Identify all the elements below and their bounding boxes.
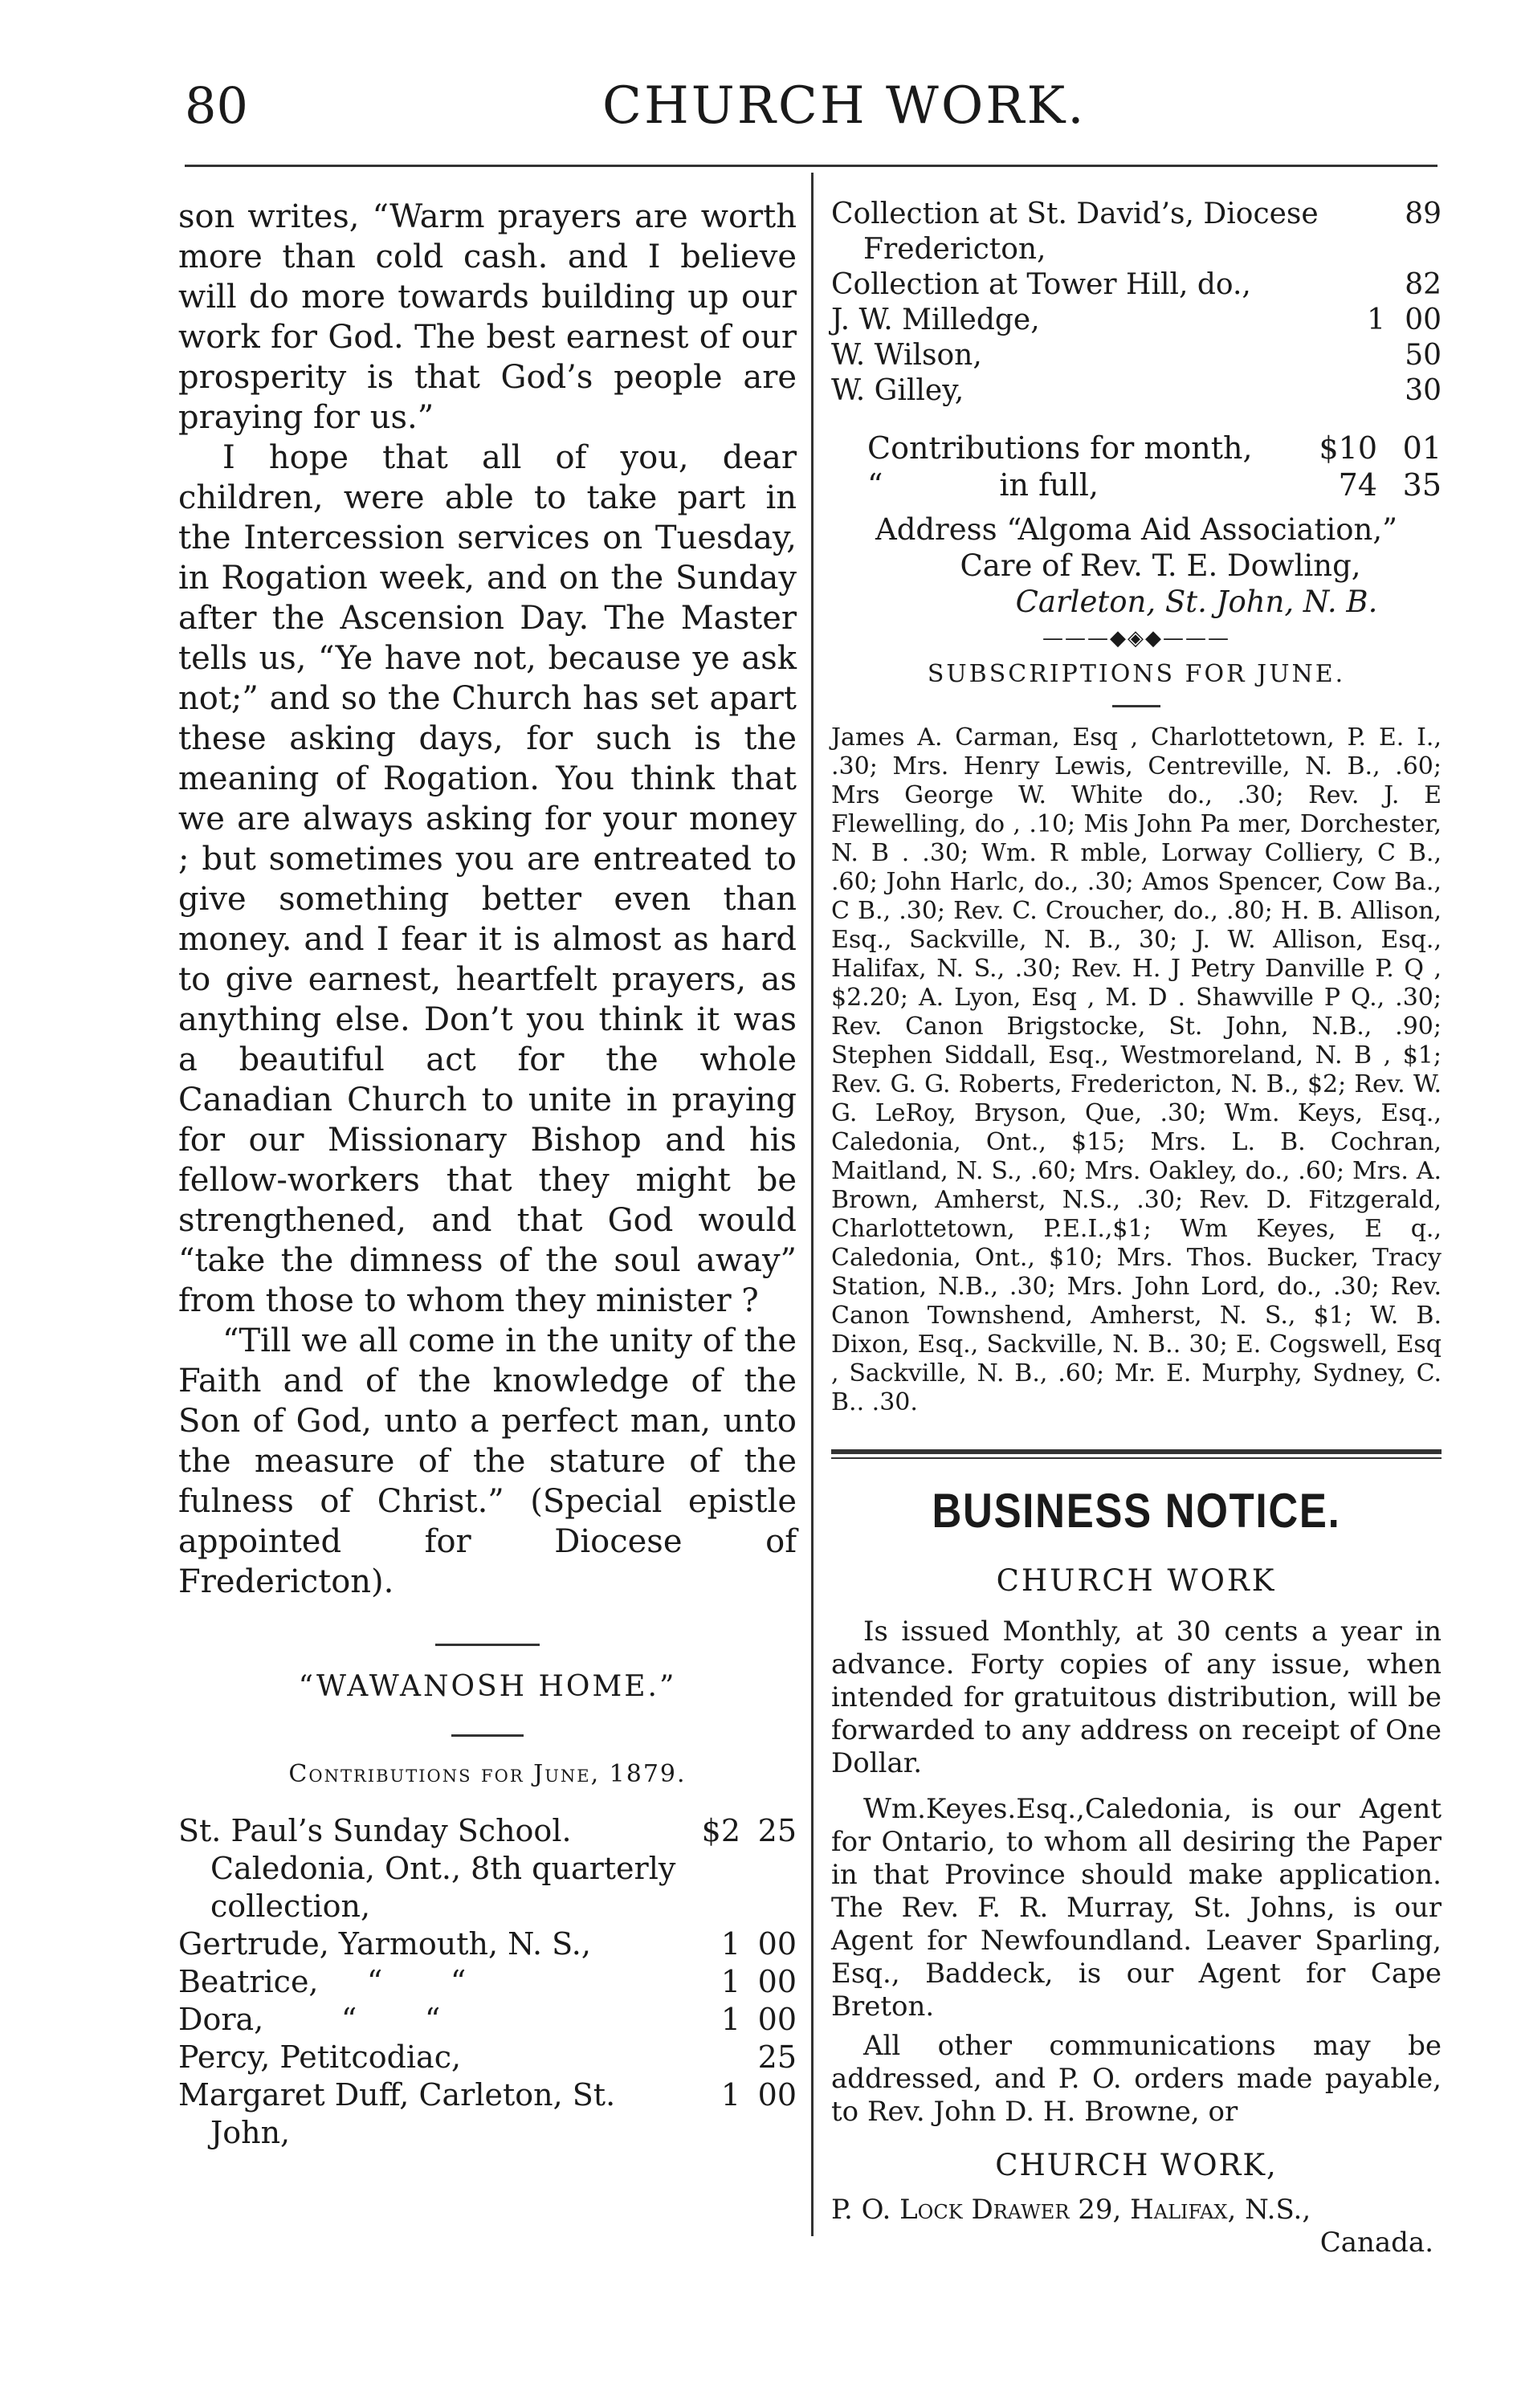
subscriptions-text: James A. Carman, Esq , Charlottetown, P. E. I., .30; Mrs. Henry Lewis, Centreville, N. B., .60; Mrs George W. White do., .30; Rev. J. E Flewelling, do , .10; Mis John Pa mer, Dorchester, N. B . .30; Wm. R mble, Lorway Colliery, C B., .60; John Harlc, do., .30; Amos Spencer, Cow Ba., C B., .30; Rev. C. Croucher, do., .80; H. B. Allison, Esq., Sackville, N. B., 30; J. W. Allison, Esq., Halifax, N. S., .30; Rev. H. J Petry Danville P. Q , $2.20; A. Lyon, Esq , M. D . Shawville P Q., .30; Rev. Canon Brigstocke, St. John, N.B., .90; Stephen Siddall, Esq., Westmoreland, N. B , $1; Rev. G. G. Roberts, Fredericton, N. B., $2; Rev. W. G. LeRoy, Bryson, Que, .30; Wm. Keys, Esq., Caledonia, Ont., $15; Mrs. L. B. Cochran, Maitland, N. S., .60; Mrs. Oakley, do., .60; Mrs. A. Brown, Amherst, N.S., .30; Rev. D. Fitzgerald, Charlottetown, P.E.I.,$1; Wm Keyes, E q., Caledonia, Ont., $10; Mrs. Thos. Bucker, Tracy Station, N.B., .30; Mrs. John Lord, do., .30; Rev. Canon Townshend, Amherst, N. S., $1; W. B. Dixon, Esq., Sackville, N. B.. 30; E. Cogswell, Esq , Sackville, N. B., .60; Mr. E. Murphy, Sydney, C. B.. .30. (831, 723, 1442, 1416)
contributor-name: W. Wilson, (831, 339, 982, 372)
paragraph-3: “Till we all come in the unity of the Faith and of the knowledge of the Son of God, unto a perfect man, unto the measure of the stature of the fulness of Christ.” (Special epistle appointed for Diocese of Fredericton). (178, 1322, 797, 1600)
paragraph-1: son writes, “Warm prayers are worth more than cold cash. and I believe will do more towards building up our work for God. The best earnest of our prosperity is that God’s people are praying for us.” (178, 198, 797, 436)
list-item (831, 373, 1442, 409)
thin-rule (831, 1457, 1442, 1459)
cents: 25 (757, 1813, 797, 1848)
cents: 89 (1405, 198, 1442, 230)
contributor-name: Collection at Tower Hill, do., (831, 268, 1251, 301)
thick-rule (831, 1449, 1442, 1454)
contributor-name: Collection at St. David’s, Diocese Fredericton, (831, 198, 1319, 266)
collections-list (831, 197, 1442, 409)
running-title: CHURCH WORK. (602, 76, 1087, 136)
total-full (831, 467, 1442, 503)
page-number: 80 (185, 76, 248, 135)
contributions-list (178, 1812, 797, 2152)
cents: 01 (1402, 430, 1442, 466)
contributor-name: St. Paul’s Sunday School. Caledonia, Ont., 8th quarterly collection, (178, 1813, 676, 1924)
contributor-name: Dora, “ “ (178, 2002, 441, 2037)
contributor-name: Margaret Duff, Carleton, St. John, (178, 2077, 616, 2150)
section-divider-short (451, 1734, 524, 1737)
list-item (831, 338, 1442, 373)
cents: 00 (757, 2077, 797, 2113)
ornament-divider: ———◆◈◆——— (1042, 626, 1230, 650)
paragraph-2: I hope that all of you, dear children, were able to take part in the Intercession services on Tuesday, in Rogation week, and on the Sunday after the Ascension Day. The Master tells us, “Ye have not, because ye ask not;” and so the Church has set apart these asking days, for such is the meaning of Rogation. You think that we are always asking for your money ; but sometimes you are entreated to give something better even than money. and I fear it is almost as hard to give earnest, heartfelt prayers, as anything else. Don’t you think it was a beautiful act for the whole Canadian Church to unite in praying for our Missionary Bishop and his fellow-workers that they might be strengthened, and that God would “take the dimness of the soul away” from those to whom they minister ? (178, 439, 797, 1319)
cents: 00 (757, 2002, 797, 2037)
business-notice-title: BUSINESS NOTICE. (932, 1484, 1341, 1538)
mailing-address (831, 511, 1442, 620)
left-column (178, 197, 797, 2152)
address-line: Canada. (1319, 2227, 1433, 2259)
cents: 00 (757, 1926, 797, 1962)
contributor-name: J. W. Milledge, (831, 304, 1040, 336)
dollars: $2 (701, 1813, 740, 1848)
address-line: Carleton, St. John, N. B. (1015, 585, 1378, 619)
cents: 35 (1402, 467, 1442, 503)
cents: 30 (1405, 374, 1442, 407)
dollars: 1 (720, 1964, 740, 1999)
dollars: 1 (720, 2077, 740, 2113)
list-item (178, 1925, 797, 1963)
business-paragraph-1: Is issued Monthly, at 30 cents a year in advance. Forty copies of any issue, when intended for gratuitous distribution, will be forwarded to any address on receipt of One Dollar. (831, 1616, 1442, 1779)
list-item (178, 2039, 797, 2076)
dollars (1329, 267, 1385, 303)
contributor-name: W. Gilley, (831, 374, 964, 407)
dollars (1329, 338, 1385, 373)
right-column (831, 197, 1442, 2259)
address-line: Address “Algoma Aid Association,” (875, 512, 1398, 547)
total-label: Contributions for month, (867, 430, 1253, 466)
list-item (831, 267, 1442, 303)
page-header (185, 76, 1437, 149)
dollars: 74 (1338, 467, 1377, 503)
business-notice-subtitle: CHURCH WORK (996, 1563, 1277, 1598)
dollars (692, 2039, 740, 2076)
contributor-name: Beatrice, “ “ (178, 1964, 467, 1999)
dollars (1329, 373, 1385, 409)
totals (831, 430, 1442, 503)
total-label: “ in full, (867, 467, 1099, 503)
section-divider (435, 1644, 540, 1646)
subscriptions-title: SUBSCRIPTIONS FOR JUNE. (927, 660, 1346, 688)
dollars (1329, 197, 1385, 267)
cents: 82 (1405, 268, 1442, 301)
business-center-line: CHURCH WORK, (995, 2148, 1278, 2182)
business-paragraph-2: Wm.Keyes.Esq.,Caledonia, is our Agent for Ontario, to whom all desiring the Paper in that Province should make application. The Rev. F. R. Murray, St. Johns, is our Agent for Newfoundland. Leaver Sparling, Esq., Baddeck, is our Agent for Cape Breton. (831, 1793, 1442, 2023)
address-line: Care of Rev. T. E. Dowling, (960, 548, 1361, 583)
contributions-title: Contributions for June, 1879. (288, 1760, 687, 1788)
business-address (831, 2194, 1442, 2259)
list-item (178, 1963, 797, 2001)
dollars: 1 (720, 2002, 740, 2037)
cents: 50 (1405, 339, 1442, 372)
cents: 00 (1405, 304, 1442, 336)
list-item (178, 2076, 797, 2152)
cents: 00 (757, 1964, 797, 1999)
list-item (831, 303, 1442, 338)
business-paragraph-3: All other communications may be addressed, and P. O. orders made payable, to Rev. John D. H. Browne, or (831, 2030, 1442, 2128)
contributor-name: Gertrude, Yarmouth, N. S., (178, 1926, 591, 1962)
header-rule (185, 165, 1437, 167)
dollars: $10 (1319, 430, 1377, 466)
address-line: P. O. Lock Drawer 29, Halifax, N.S., (831, 2194, 1311, 2226)
dollars: 1 (1367, 304, 1385, 336)
column-divider (811, 173, 814, 2236)
wawanosh-home-title: “WAWANOSH HOME.” (298, 1670, 677, 1703)
contributor-name: Percy, Petitcodiac, (178, 2039, 462, 2075)
list-item (178, 1812, 797, 1925)
list-item (178, 2001, 797, 2039)
section-divider-short (1112, 705, 1160, 707)
total-month (831, 430, 1442, 467)
dollars: 1 (720, 1926, 740, 1962)
list-item (831, 197, 1442, 267)
cents: 25 (757, 2039, 797, 2075)
